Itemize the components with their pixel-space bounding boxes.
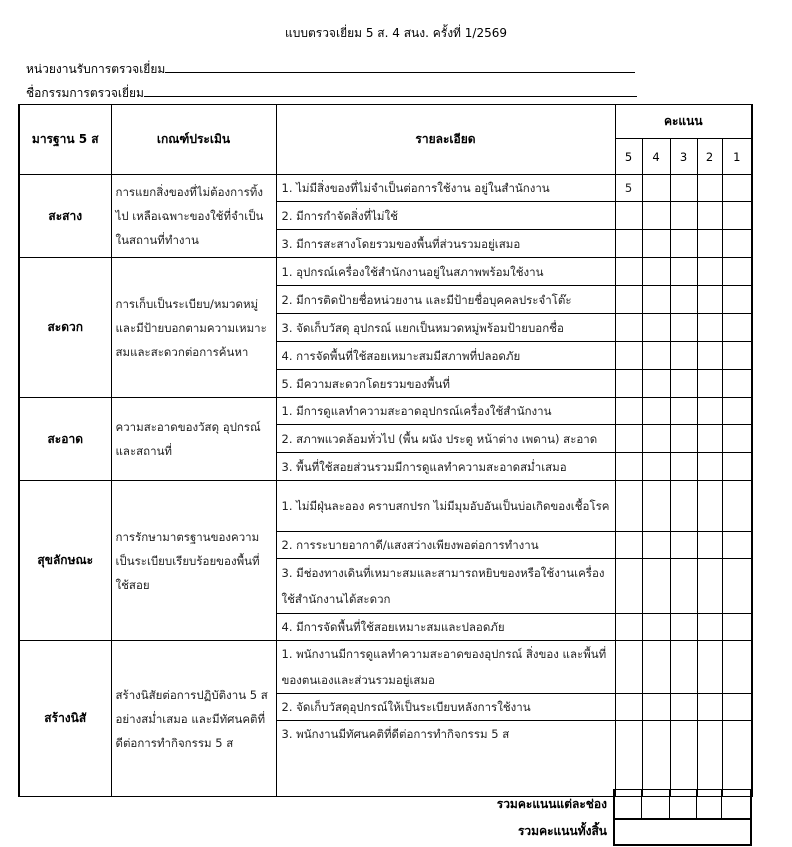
score-cell-1[interactable]	[722, 481, 752, 532]
score-cell-5[interactable]	[615, 481, 642, 532]
score-cell-2[interactable]	[697, 721, 722, 797]
score-cell-5[interactable]	[615, 342, 642, 370]
standard-cell: สุขลักษณะ	[19, 481, 111, 641]
table-row	[19, 258, 752, 286]
summary-table	[275, 789, 752, 846]
score-cell-2[interactable]	[697, 641, 722, 694]
criteria-cell: การแยกสิ่งของที่ไม่ต้องการทิ้งไป เหลือเฉพาะของใช้ที่จำเป็นในสถานที่ทำงาน	[111, 175, 276, 258]
score-cell-1[interactable]	[722, 230, 752, 258]
detail-cell: 2. การระบายอากาดี/แสงสว่างเพียงพอต่อการทำงาน	[276, 532, 615, 559]
score-level-3: 3	[670, 139, 697, 175]
score-cell-4[interactable]	[642, 230, 670, 258]
score-cell-3[interactable]	[670, 425, 697, 453]
criteria-cell: การเก็บเป็นระเบียบ/หมวดหมู่และมีป้ายบอกตามความเหมาะสมและสะดวกต่อการค้นหา	[111, 258, 276, 398]
score-cell-2[interactable]	[697, 202, 722, 230]
detail-cell: 5. มีความสะดวกโดยรวมของพื้นที่	[276, 370, 615, 398]
detail-cell: 2. มีการติดป้ายชื่อหน่วยงาน และมีป้ายชื่อบุคคลประจำโต๊ะ	[276, 286, 615, 314]
criteria-cell: การรักษามาตรฐานของความเป็นระเบียบเรียบร้อยของพื้นที่ใช้สอย	[111, 481, 276, 641]
detail-cell: 2. มีการกำจัดสิ่งที่ไม่ใช้	[276, 202, 615, 230]
detail-cell: 3. มีการสะสางโดยรวมของพื้นที่ส่วนรวมอยู่เสมอ	[276, 230, 615, 258]
committee-field	[26, 84, 637, 103]
score-cell-2[interactable]	[697, 230, 722, 258]
score-cell-1[interactable]	[722, 398, 752, 425]
score-cell-3[interactable]	[670, 481, 697, 532]
score-cell-2[interactable]	[697, 370, 722, 398]
detail-cell: 2. จัดเก็บวัสดุอุปกรณ์ให้เป็นระเบียบหลังการใช้งาน	[276, 694, 615, 721]
detail-cell: 1. ไม่มีฝุ่นละออง คราบสกปรก ไม่มีมุมอับอันเป็นบ่อเกิดของเชื้อโรค	[276, 481, 615, 532]
score-cell-5[interactable]	[615, 425, 642, 453]
detail-cell: 3. พนักงานมีทัศนคติที่ดีต่อการทำกิจกรรม 5 ส	[276, 721, 615, 797]
score-cell-3[interactable]	[670, 202, 697, 230]
table-row	[19, 175, 752, 202]
score-cell-2[interactable]	[697, 559, 722, 614]
score-cell-5[interactable]	[615, 453, 642, 481]
score-cell-4[interactable]	[642, 453, 670, 481]
unit-input-line[interactable]	[165, 60, 635, 73]
score-cell-5[interactable]: 5	[615, 175, 642, 202]
score-cell-2[interactable]	[697, 342, 722, 370]
per-column-total-5[interactable]	[614, 790, 641, 819]
score-cell-3[interactable]	[670, 286, 697, 314]
score-cell-5[interactable]	[615, 532, 642, 559]
score-cell-2[interactable]	[697, 175, 722, 202]
score-cell-2[interactable]	[697, 398, 722, 425]
score-level-1: 1	[722, 139, 752, 175]
detail-cell: 1. ไม่มีสิ่งของที่ไม่จำเป็นต่อการใช้งาน อยู่ในสำนักงาน	[276, 175, 615, 202]
score-cell-3[interactable]	[670, 398, 697, 425]
score-cell-1[interactable]	[722, 641, 752, 694]
score-cell-1[interactable]	[722, 614, 752, 641]
standard-cell: สะอาด	[19, 398, 111, 481]
score-cell-3[interactable]	[670, 694, 697, 721]
score-cell-4[interactable]	[642, 481, 670, 532]
score-cell-3[interactable]	[670, 342, 697, 370]
score-cell-4[interactable]	[642, 425, 670, 453]
score-cell-2[interactable]	[697, 481, 722, 532]
grand-total-label: รวมคะแนนทั้งสิ้น	[517, 824, 607, 838]
score-cell-4[interactable]	[642, 641, 670, 694]
score-cell-4[interactable]	[642, 342, 670, 370]
per-column-total-3[interactable]	[669, 790, 696, 819]
score-cell-4[interactable]	[642, 175, 670, 202]
detail-cell: 3. พื้นที่ใช้สอยส่วนรวมมีการดูแลทำความสะอาดสม่ำเสมอ	[276, 453, 615, 481]
score-cell-4[interactable]	[642, 286, 670, 314]
score-cell-3[interactable]	[670, 314, 697, 342]
detail-cell: 1. อุปกรณ์เครื่องใช้สำนักงานอยู่ในสภาพพร้อมใช้งาน	[276, 258, 615, 286]
score-cell-1[interactable]	[722, 342, 752, 370]
score-cell-2[interactable]	[697, 314, 722, 342]
unit-field	[26, 60, 635, 79]
score-cell-3[interactable]	[670, 230, 697, 258]
score-cell-5[interactable]	[615, 370, 642, 398]
score-cell-1[interactable]	[722, 202, 752, 230]
score-cell-3[interactable]	[670, 614, 697, 641]
score-cell-5[interactable]	[615, 230, 642, 258]
criteria-cell: สร้างนิสัยต่อการปฏิบัติงาน 5 ส อย่างสม่ำเสมอ และมีทัศนคติที่ดีต่อการทำกิจกรรม 5 ส	[111, 641, 276, 797]
score-cell-5[interactable]	[615, 559, 642, 614]
detail-cell: 4. การจัดพื้นที่ใช้สอยเหมาะสมมีสภาพที่ปลอดภัย	[276, 342, 615, 370]
score-cell-2[interactable]	[697, 286, 722, 314]
score-cell-1[interactable]	[722, 175, 752, 202]
standard-cell: สะสาง	[19, 175, 111, 258]
header-score: คะแนน	[615, 105, 752, 139]
score-cell-4[interactable]	[642, 370, 670, 398]
score-cell-5[interactable]	[615, 614, 642, 641]
score-level-4: 4	[642, 139, 670, 175]
score-cell-2[interactable]	[697, 425, 722, 453]
table-row	[19, 481, 752, 532]
score-cell-4[interactable]	[642, 314, 670, 342]
score-cell-5[interactable]	[615, 258, 642, 286]
header-detail: รายละเอียด	[276, 105, 615, 175]
score-level-5: 5	[615, 139, 642, 175]
score-cell-1[interactable]	[722, 559, 752, 614]
per-column-total-label: รวมคะแนนแต่ละช่อง	[496, 796, 607, 811]
form-title: แบบตรวจเยี่ยม 5 ส. 4 สนง. ครั้งที่ 1/2569	[284, 26, 507, 40]
score-level-2: 2	[697, 139, 722, 175]
inspection-table	[18, 104, 753, 797]
score-cell-2[interactable]	[697, 694, 722, 721]
score-cell-5[interactable]	[615, 694, 642, 721]
score-cell-2[interactable]	[697, 532, 722, 559]
score-cell-2[interactable]	[697, 453, 722, 481]
table-row	[19, 398, 752, 425]
detail-cell: 1. พนักงานมีการดูแลทำความสะอาดของอุปกรณ์ สิ่งของ และพื้นที่ของตนเองและส่วนรวมอยู่เสมอ	[276, 641, 615, 694]
score-cell-2[interactable]	[697, 258, 722, 286]
standard-cell: สร้างนิสั	[19, 641, 111, 797]
detail-cell: 4. มีการจัดพื้นที่ใช้สอยเหมาะสมและปลอดภัย	[276, 614, 615, 641]
per-column-total-4[interactable]	[641, 790, 669, 819]
score-cell-5[interactable]	[615, 721, 642, 797]
score-cell-5[interactable]	[615, 314, 642, 342]
score-cell-3[interactable]	[670, 721, 697, 797]
header-standard: มารฐาน 5 ส	[19, 105, 111, 175]
detail-cell: 2. สภาพแวดล้อมทั่วไป (พื้น ผนัง ประตู หน้าต่าง เพดาน) สะอาด	[276, 425, 615, 453]
score-cell-1[interactable]	[722, 314, 752, 342]
score-cell-5[interactable]	[615, 286, 642, 314]
score-cell-5[interactable]	[615, 398, 642, 425]
committee-input-line[interactable]	[144, 84, 637, 97]
committee-label: ชื่อกรรมการตรวจเยี่ยม	[26, 86, 144, 100]
score-cell-4[interactable]	[642, 398, 670, 425]
score-cell-4[interactable]	[642, 532, 670, 559]
score-cell-5[interactable]	[615, 202, 642, 230]
score-cell-4[interactable]	[642, 258, 670, 286]
score-cell-4[interactable]	[642, 202, 670, 230]
score-cell-4[interactable]	[642, 694, 670, 721]
unit-label: หน่วยงานรับการตรวจเยี่ยม	[26, 62, 166, 76]
score-cell-1[interactable]	[722, 425, 752, 453]
score-cell-1[interactable]	[722, 694, 752, 721]
score-cell-3[interactable]	[670, 258, 697, 286]
score-cell-3[interactable]	[670, 532, 697, 559]
score-cell-1[interactable]	[722, 370, 752, 398]
criteria-cell: ความสะอาดของวัสดุ อุปกรณ์และสถานที่	[111, 398, 276, 481]
score-cell-1[interactable]	[722, 453, 752, 481]
table-row	[19, 641, 752, 694]
score-cell-1[interactable]	[722, 721, 752, 797]
score-cell-3[interactable]	[670, 370, 697, 398]
per-column-total-2[interactable]	[696, 790, 721, 819]
score-cell-3[interactable]	[670, 175, 697, 202]
header-criteria: เกณฑ์ประเมิน	[111, 105, 276, 175]
standard-cell: สะดวก	[19, 258, 111, 398]
score-cell-3[interactable]	[670, 641, 697, 694]
score-cell-1[interactable]	[722, 532, 752, 559]
detail-cell: 3. มีช่องทางเดินที่เหมาะสมและสามารถหยิบของหรือใช้งานเครื่อง ใช้สำนักงานได้สะดวก	[276, 559, 615, 614]
score-cell-4[interactable]	[642, 614, 670, 641]
score-cell-4[interactable]	[642, 721, 670, 797]
score-cell-1[interactable]	[722, 258, 752, 286]
score-cell-4[interactable]	[642, 559, 670, 614]
score-cell-2[interactable]	[697, 614, 722, 641]
score-cell-3[interactable]	[670, 559, 697, 614]
score-cell-3[interactable]	[670, 453, 697, 481]
grand-total-value[interactable]	[614, 819, 751, 845]
detail-cell: 3. จัดเก็บวัสดุ อุปกรณ์ แยกเป็นหมวดหมู่พร้อมป้ายบอกชื่อ	[276, 314, 615, 342]
per-column-total-1[interactable]	[721, 790, 751, 819]
score-cell-1[interactable]	[722, 286, 752, 314]
detail-cell: 1. มีการดูแลทำความสะอาดอุปกรณ์เครื่องใช้สำนักงาน	[276, 398, 615, 425]
score-cell-5[interactable]	[615, 641, 642, 694]
